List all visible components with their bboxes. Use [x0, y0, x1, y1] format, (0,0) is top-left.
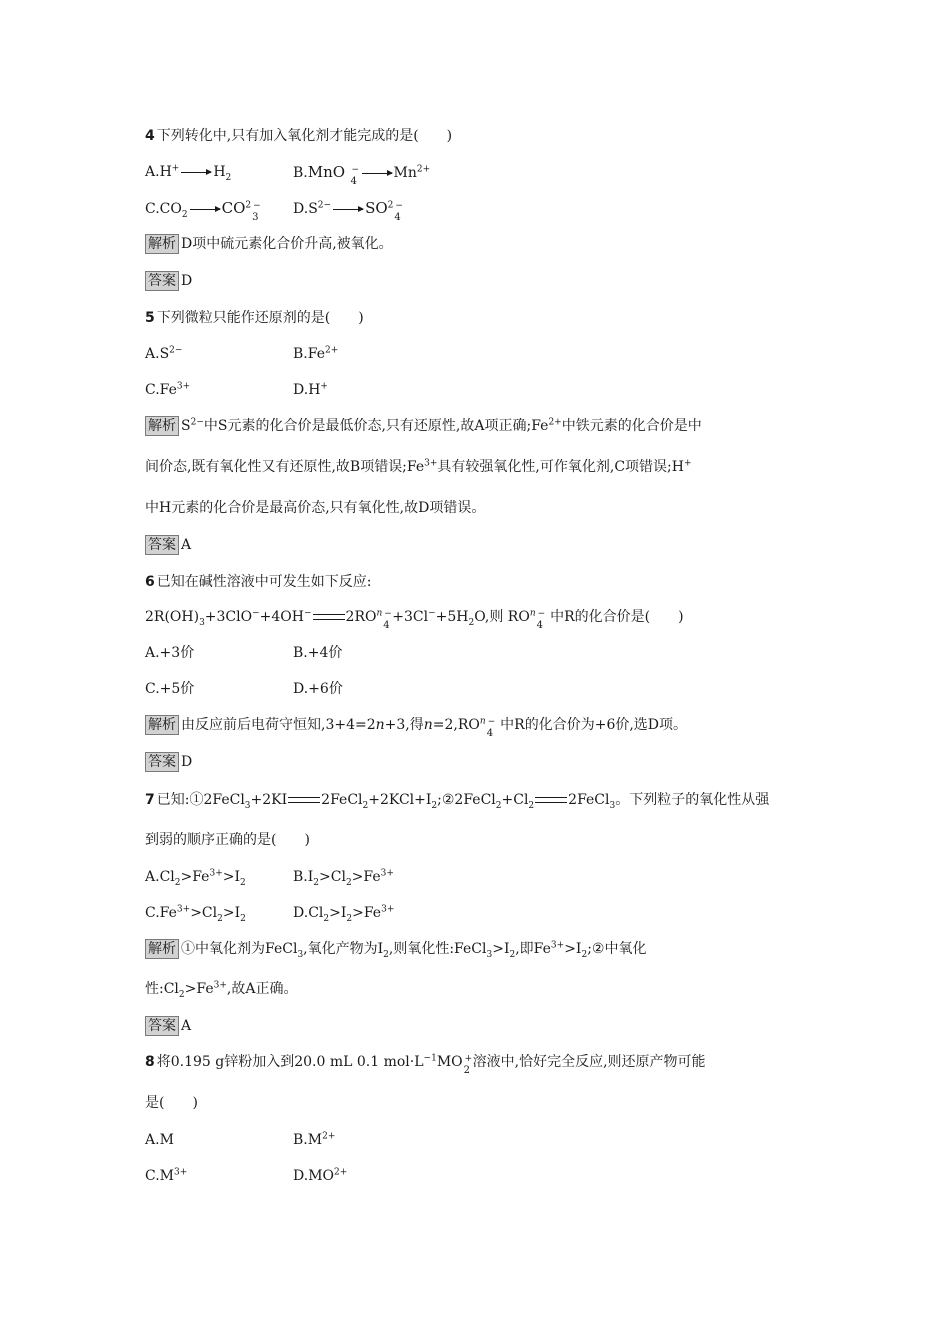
option-c: $C.M^{3+}$: [145, 1167, 188, 1184]
option-a: A.H+ $H_2$: [145, 163, 232, 183]
option-c: $C.CO_2$ $CO^2$ − 3: [145, 199, 261, 223]
option-a: $A.S^{2-}$: [145, 345, 183, 362]
option-d: $D.MO^{2+}$: [293, 1167, 348, 1184]
option-a: $A.Cl_2>Fe^{3+}>I_2$: [145, 868, 246, 888]
answer-tag: 答案: [145, 752, 179, 772]
question-7-options-row-1: [145, 867, 394, 888]
question-4-answer: 答案 D: [145, 271, 192, 291]
question-4-stem: 4 下列转化中,只有加入氧化剂才能完成的是( ): [145, 128, 453, 144]
analysis-tag: 解析: [145, 234, 179, 254]
question-number: 7: [145, 792, 155, 808]
answer-tag: 答案: [145, 1016, 179, 1036]
question-7-analysis-line-1: 解析 ①中氧化剂为FeCl$_3$,氧化产物为$I_2$,则氧化性$:FeCl_3>I_2$,即$Fe^{3+}>I_2;②$中氧化: [145, 939, 646, 959]
reaction-arrow: [181, 172, 211, 173]
question-4-options-row-2: [145, 198, 403, 223]
question-5-analysis-line-1: 解析 $S^{2-}$中S元素的化合价是最低价态,只有还原性,故A项正确$;Fe^{2+}$中铁元素的化合价是中: [145, 416, 702, 436]
question-8-options-row-2: [145, 1166, 348, 1186]
question-8-options-row-1: [145, 1130, 336, 1150]
question-number: 4: [145, 128, 155, 144]
question-6-analysis: 解析 由反应前后电荷守恒知,3+4=2n+3,得$n=2,RO^n$ − 4 中R的化合价为+6价,选D项。: [145, 715, 687, 735]
question-7-stem-line-2: 到弱的顺序正确的是( ): [145, 832, 310, 848]
analysis-tag: 解析: [145, 715, 179, 735]
question-6-options-row-2: [145, 679, 343, 699]
question-5-options-row-2: [145, 380, 328, 400]
option-c: $C.Fe^{3+}>Cl_2>I_2$: [145, 904, 246, 924]
reaction-arrow: [333, 209, 363, 210]
option-b: B.+4价: [293, 645, 343, 661]
option-a: A.M: [145, 1132, 174, 1148]
option-a: A.+3价: [145, 645, 195, 661]
equals-sign: [313, 614, 345, 620]
question-5-answer: 答案 A: [145, 535, 191, 555]
equals-sign: [535, 797, 567, 803]
answer-tag: 答案: [145, 271, 179, 291]
question-5-options-row-1: [145, 344, 339, 364]
question-6-options-row-1: [145, 643, 343, 663]
option-d: $D.S^{2-}$ $SO^2$ − 4: [293, 199, 403, 223]
question-number: 6: [145, 574, 155, 590]
question-6-answer: 答案 D: [145, 752, 192, 772]
answer-tag: 答案: [145, 535, 179, 555]
question-8-stem-line-1: 8 将0.195 g锌粉加入到20.0 mL 0.1 $mol\cdot L^{-1}MO$ + 2 溶液中,恰好完全反应,则还原产物可能: [145, 1053, 706, 1076]
option-d: $D.Cl_2>I_2>Fe^{3+}$: [293, 904, 395, 924]
option-d: D.+6价: [293, 681, 343, 697]
option-c: C.+5价: [145, 681, 195, 697]
option-b: $B.I_2>Cl_2>Fe^{3+}$: [293, 868, 394, 888]
option-b: $B.M^{2+}$: [293, 1131, 336, 1148]
question-7-stem-line-1: 7 已知:①2FeCl$_3$+2KI $2FeCl_2+2KCl+I_2;②2FeCl_2+Cl_2$ 2FeCl$_3$。下列粒子的氧化性从强: [145, 792, 770, 811]
analysis-tag: 解析: [145, 939, 179, 959]
question-5-analysis-line-2: 间价态,既有氧化性又有还原性,故B项错误$;Fe^{3+}$具有较强氧化性,可作氧化剂,C项错误;H+: [145, 458, 692, 475]
question-7-options-row-2: [145, 903, 395, 924]
question-4-analysis: 解析 D项中硫元素化合价升高,被氧化。: [145, 234, 393, 254]
option-b: B.MnO − 4 $Mn^{2+}$: [293, 163, 431, 187]
question-number: 8: [145, 1054, 155, 1070]
question-6-equation: $2R(OH)_3+3ClO^-+4OH^-$ $2RO^n$ − 4 $+3Cl^-+5H_2O$,则 $RO^n$ − 4 中R的化合价是( ): [145, 608, 684, 631]
equals-sign: [288, 797, 320, 803]
question-6-stem: 6 已知在碱性溶液中可发生如下反应:: [145, 574, 372, 590]
option-c: $C.Fe^{3+}$: [145, 381, 191, 398]
reaction-arrow: [190, 209, 220, 210]
option-b: $B.Fe^{2+}$: [293, 345, 339, 362]
question-4-options-row-1: [145, 162, 431, 187]
reaction-arrow: [362, 173, 392, 174]
question-number: 5: [145, 310, 155, 326]
question-8-stem-line-2: 是( ): [145, 1095, 198, 1111]
question-5-stem: 5 下列微粒只能作还原剂的是( ): [145, 310, 364, 326]
option-d: D.H+: [293, 381, 328, 398]
question-5-analysis-line-3: 中H元素的化合价是最高价态,只有氧化性,故D项错误。: [145, 500, 486, 516]
question-7-analysis-line-2: 性$:Cl_2>Fe^{3+}$,故A正确。: [145, 980, 298, 1000]
question-7-answer: 答案 A: [145, 1016, 191, 1036]
analysis-tag: 解析: [145, 416, 179, 436]
